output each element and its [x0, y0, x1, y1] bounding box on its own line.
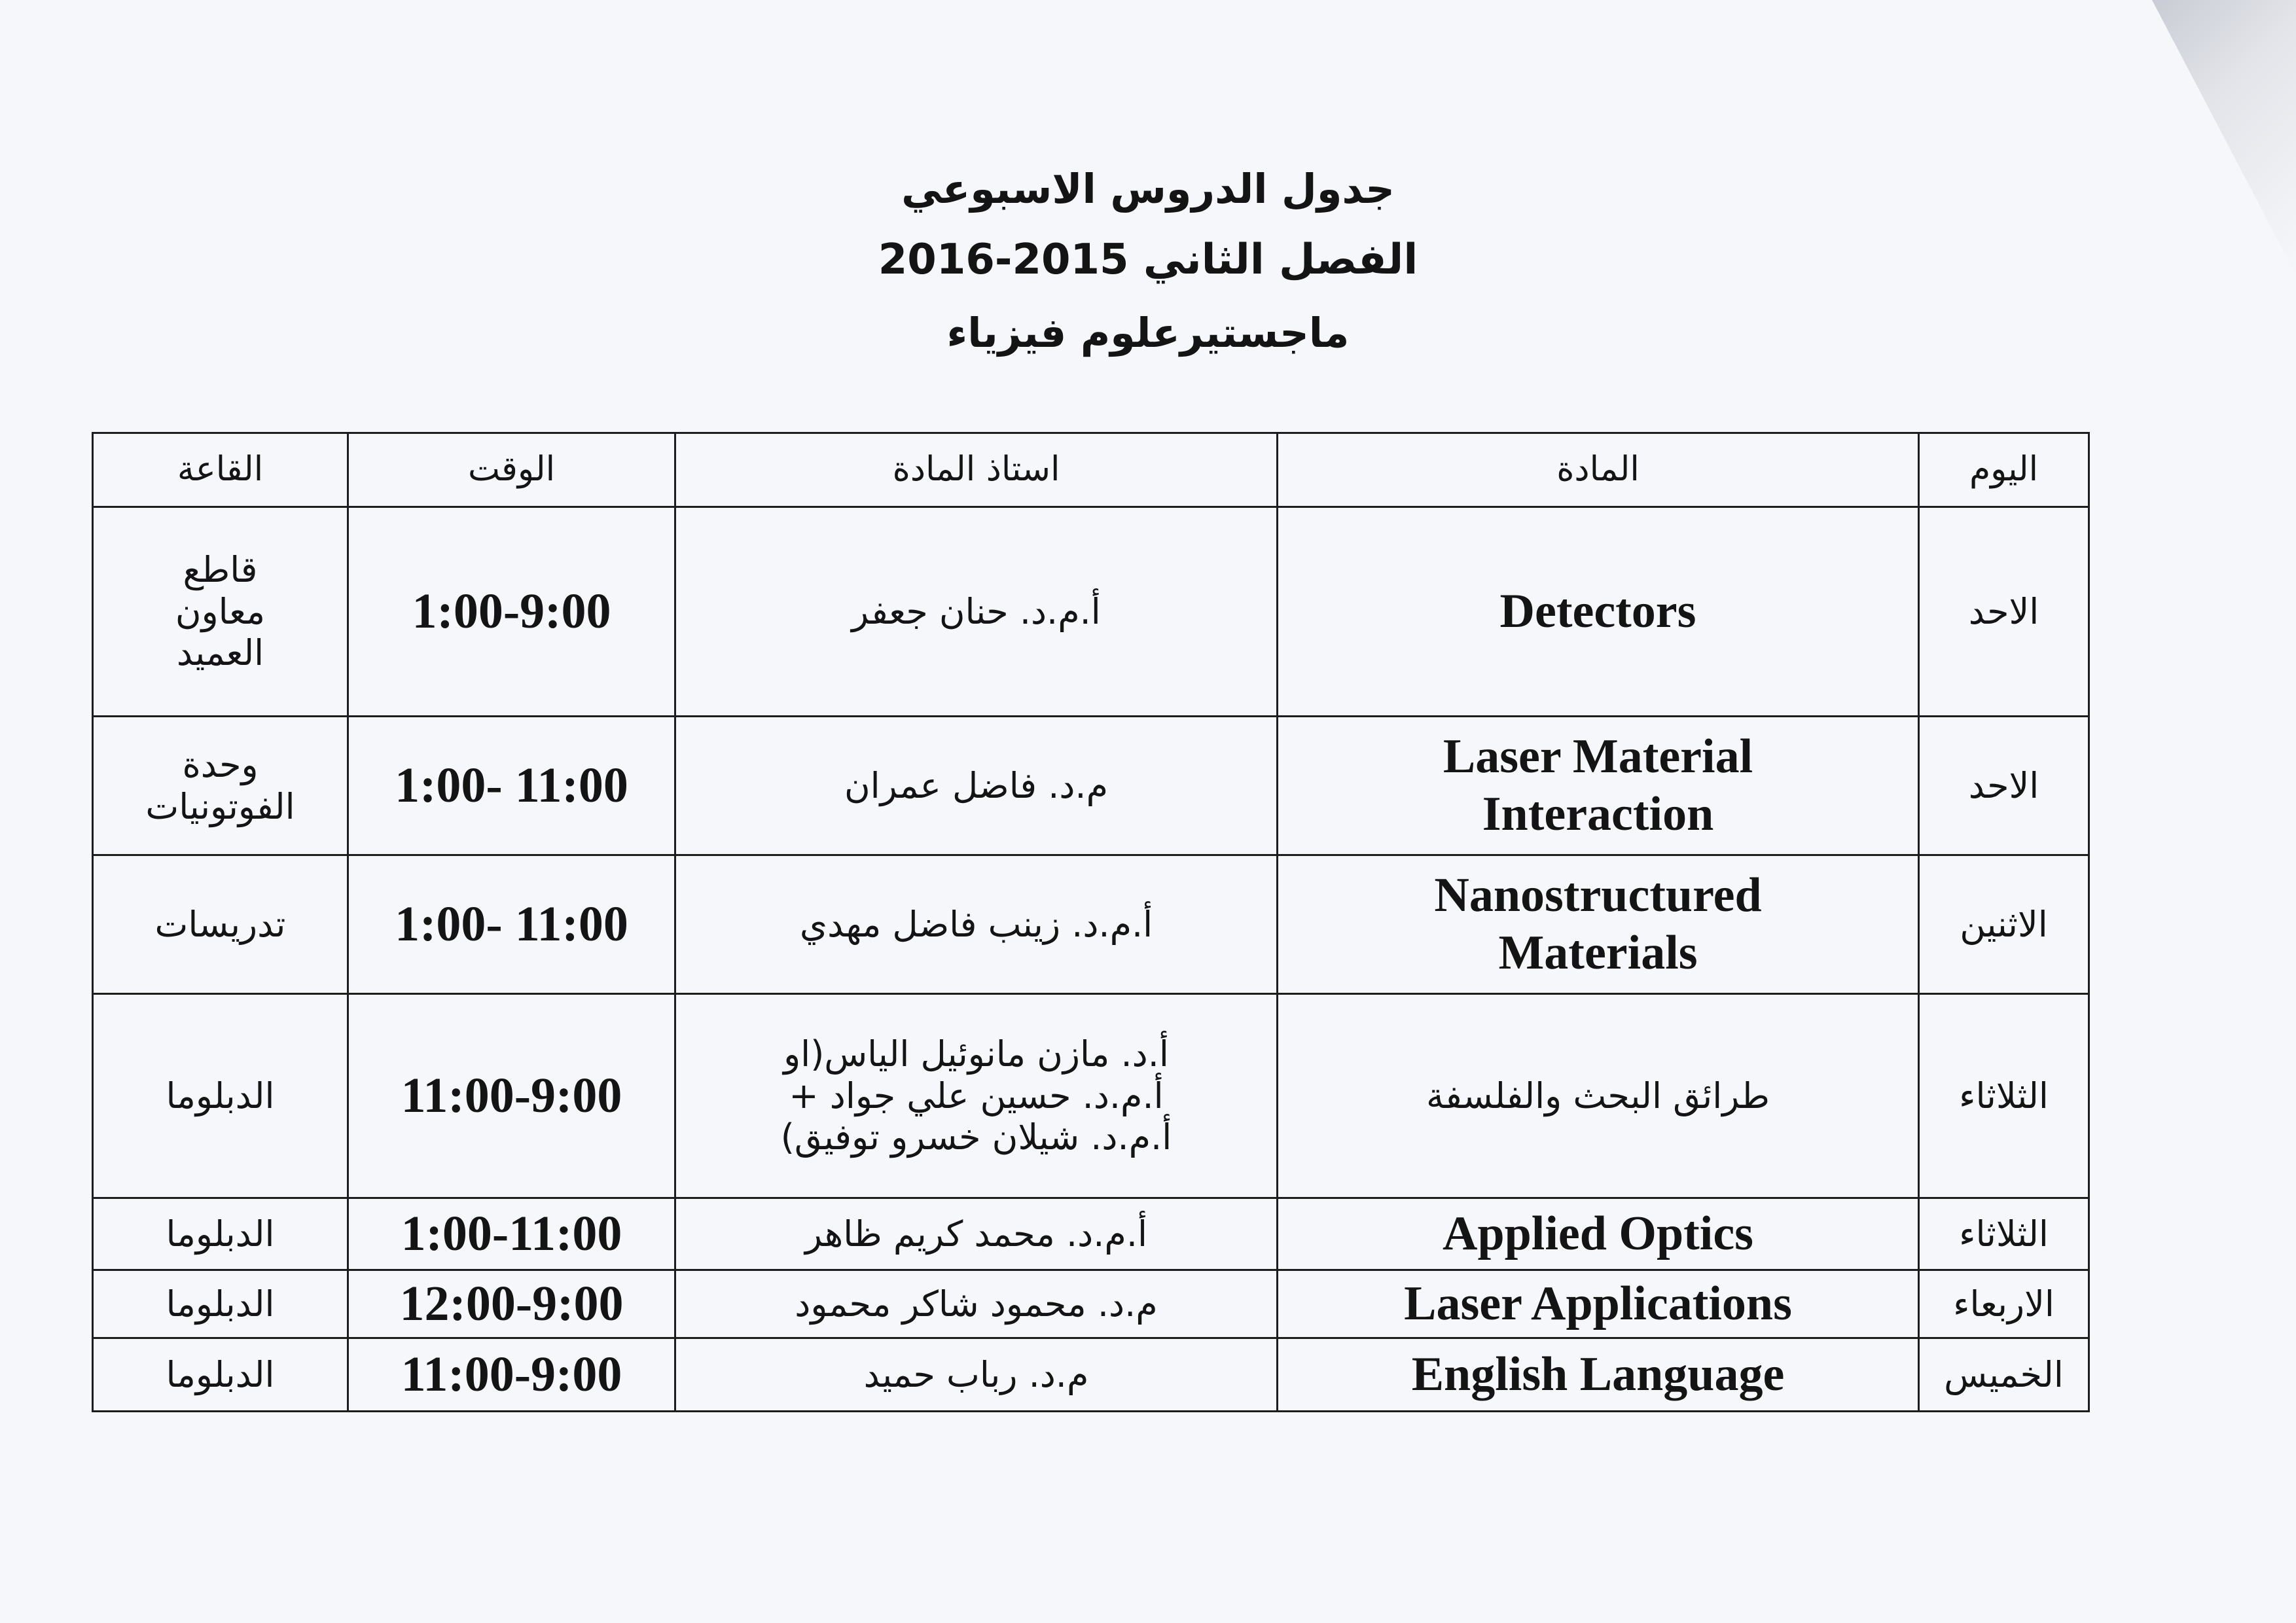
instructor-line: أ.م.د. زينب فاضل مهدي — [799, 903, 1153, 945]
cell-instructor — [675, 855, 1278, 994]
instructor-line: أ.م.د. حنان جعفر — [852, 590, 1101, 632]
cell-room — [93, 1338, 348, 1412]
day-label: الثلاثاء — [1959, 1213, 2049, 1255]
cell-room — [93, 994, 348, 1198]
cell-subject — [1278, 1270, 1919, 1338]
cell-time — [348, 855, 675, 994]
cell-subject — [1278, 855, 1919, 994]
subject-line: Laser Applications — [1404, 1276, 1792, 1330]
time-value: 11:00-9:00 — [401, 1067, 622, 1123]
time-value: 1:00- 11:00 — [395, 757, 628, 813]
room-line: قاطع — [183, 548, 258, 590]
program-subtitle: ماجستيرعلوم فيزياء — [946, 309, 1350, 357]
day-label: الاربعاء — [1953, 1283, 2054, 1325]
time-value: 1:00-11:00 — [401, 1205, 622, 1261]
subject-line: Laser Material — [1443, 730, 1753, 784]
cell-instructor — [675, 1270, 1278, 1338]
table-row — [93, 994, 2089, 1198]
room-line: تدريسات — [154, 903, 286, 945]
table-row — [93, 1270, 2089, 1338]
instructor-line: أ.م.د. حسين علي جواد + — [789, 1075, 1164, 1116]
time-value: 11:00-9:00 — [401, 1346, 622, 1402]
cell-subject — [1278, 1338, 1919, 1412]
cell-day — [1919, 1198, 2089, 1270]
day-label: الاثنين — [1960, 903, 2048, 945]
room-line: الفوتونيات — [145, 785, 295, 827]
room-line: معاون — [175, 590, 266, 632]
cell-time — [348, 1270, 675, 1338]
cell-time — [348, 1338, 675, 1412]
time-value: 1:00-9:00 — [412, 583, 611, 639]
cell-instructor — [675, 1198, 1278, 1270]
cell-room — [93, 855, 348, 994]
document-title: جدول الدروس الاسبوعي — [901, 165, 1395, 213]
instructor-line: أ.م.د. محمد كريم ظاهر — [805, 1213, 1147, 1255]
time-value: 12:00-9:00 — [399, 1275, 624, 1331]
time-value: 1:00- 11:00 — [395, 896, 628, 952]
day-label: الاحد — [1968, 590, 2039, 632]
cell-day — [1919, 1338, 2089, 1412]
cell-instructor — [675, 717, 1278, 855]
room-line: الدبلوما — [166, 1213, 275, 1255]
subject-line: طرائق البحث والفلسفة — [1426, 1075, 1770, 1116]
cell-time — [348, 994, 675, 1198]
cell-day — [1919, 855, 2089, 994]
subject-line: Detectors — [1499, 584, 1696, 638]
cell-day — [1919, 717, 2089, 855]
subject-line: Nanostructured — [1434, 868, 1762, 923]
header-time: الوقت — [348, 433, 675, 507]
cell-subject — [1278, 507, 1919, 717]
subject-line: Interaction — [1482, 787, 1714, 841]
day-label: الخميس — [1944, 1353, 2064, 1395]
table-row — [93, 717, 2089, 855]
instructor-line: أ.م.د. شيلان خسرو توفيق) — [780, 1116, 1172, 1158]
cell-instructor — [675, 994, 1278, 1198]
room-line: الدبلوما — [166, 1283, 275, 1325]
room-line: الدبلوما — [166, 1075, 275, 1116]
room-line: العميد — [176, 632, 264, 674]
table-row — [93, 507, 2089, 717]
day-label: الثلاثاء — [1959, 1075, 2049, 1116]
table-row — [93, 1338, 2089, 1412]
instructor-line: أ.د. مازن مانوئيل الياس(او — [783, 1033, 1169, 1075]
header-instructor: استاذ المادة — [675, 433, 1278, 507]
cell-subject — [1278, 717, 1919, 855]
cell-room — [93, 507, 348, 717]
cell-day — [1919, 994, 2089, 1198]
schedule-table — [92, 432, 2090, 1412]
cell-day — [1919, 507, 2089, 717]
subject-line: Applied Optics — [1443, 1206, 1753, 1260]
cell-time — [348, 717, 675, 855]
header-room: القاعة — [93, 433, 348, 507]
table-header-row — [93, 433, 2089, 507]
semester-subtitle: الفصل الثاني 2015-2016 — [878, 236, 1418, 284]
table-row — [93, 855, 2089, 994]
day-label: الاحد — [1968, 764, 2039, 806]
table-row — [93, 1198, 2089, 1270]
cell-subject — [1278, 994, 1919, 1198]
instructor-line: م.د. رباب حميد — [863, 1353, 1089, 1395]
cell-instructor — [675, 1338, 1278, 1412]
cell-room — [93, 717, 348, 855]
cell-time — [348, 507, 675, 717]
cell-time — [348, 1198, 675, 1270]
header-day: اليوم — [1919, 433, 2089, 507]
cell-room — [93, 1270, 348, 1338]
room-line: الدبلوما — [166, 1353, 275, 1395]
schedule-body — [93, 507, 2089, 1412]
cell-subject — [1278, 1198, 1919, 1270]
cell-day — [1919, 1270, 2089, 1338]
instructor-line: م.د. محمود شاكر محمود — [795, 1283, 1158, 1325]
page-fold-shadow — [2152, 0, 2296, 275]
subject-line: English Language — [1411, 1347, 1785, 1401]
header-subject: المادة — [1278, 433, 1919, 507]
cell-room — [93, 1198, 348, 1270]
room-line: وحدة — [182, 743, 259, 785]
subject-line: Materials — [1498, 925, 1698, 980]
cell-instructor — [675, 507, 1278, 717]
instructor-line: م.د. فاضل عمران — [844, 764, 1109, 806]
